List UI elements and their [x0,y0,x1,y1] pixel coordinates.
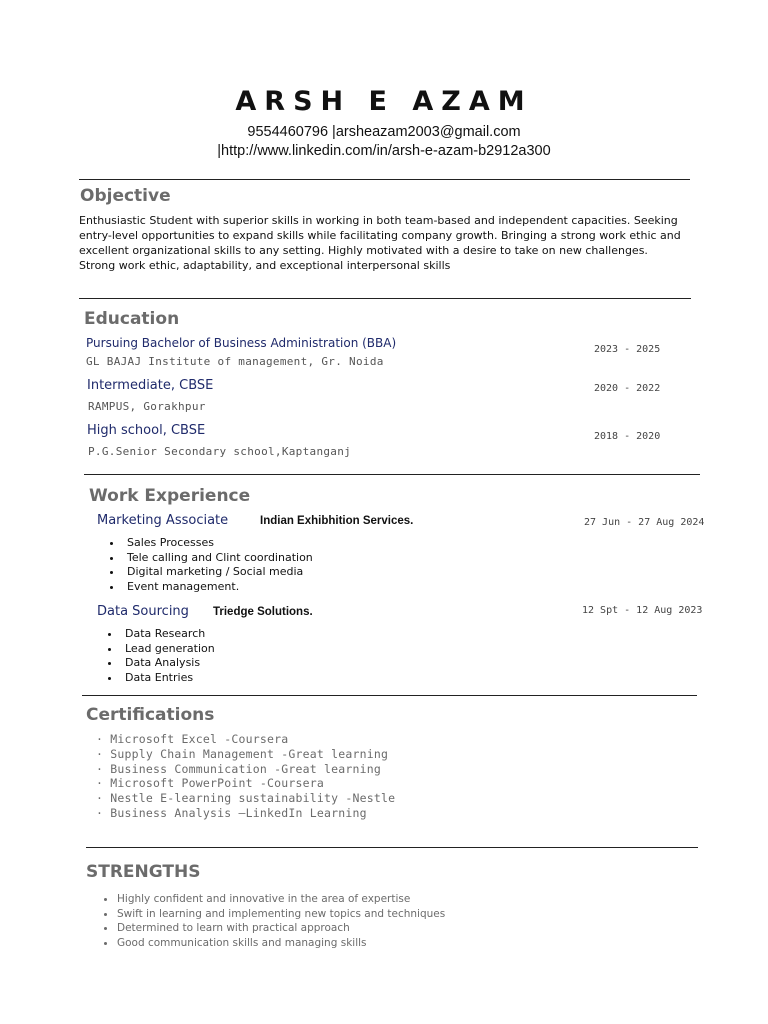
section-divider [79,298,691,299]
job-task-list [106,627,215,685]
education-degree: Intermediate, CBSE [87,378,214,393]
strength-item: Determined to learn with practical approach [103,921,445,936]
certification-item: · Microsoft PowerPoint -Coursera [96,776,395,791]
job-task: Data Entries [106,671,215,686]
education-degree: Pursuing Bachelor of Business Administration (BBA) [86,336,397,350]
job-task: Digital marketing / Social media [108,565,313,580]
certification-item: · Nestle E-learning sustainability -Nestle [96,791,395,806]
education-school: P.G.Senior Secondary school,Kaptanganj [88,445,352,458]
objective-heading: Objective [80,186,171,206]
contact-phone-email: 9554460796 |arsheazam2003@gmail.com [247,124,521,140]
job-task: Event management. [108,580,313,595]
education-heading: Education [84,309,180,329]
work-heading: Work Experience [89,486,251,506]
objective-line: Enthusiastic Student with superior skills in working in both team-based and independent capacities. Seeking [79,214,678,227]
education-degree: High school, CBSE [87,423,206,438]
strengths-heading: STRENGTHS [86,862,201,882]
certification-item: · Microsoft Excel -Coursera [96,732,395,747]
job-task: Tele calling and Clint coordination [108,551,313,566]
certification-item: · Business Communication -Great learning [96,762,395,777]
education-school: RAMPUS, Gorakhpur [88,400,206,413]
objective-text [79,213,699,273]
job-task: Data Research [106,627,215,642]
section-divider [82,695,697,696]
strength-item: Good communication skills and managing skills [103,936,445,951]
education-dates: 2020 - 2022 [594,383,661,394]
education-dates: 2023 - 2025 [594,344,661,355]
strength-item: Swift in learning and implementing new topics and techniques [103,907,445,922]
job-task: Data Analysis [106,656,215,671]
job-title: Data Sourcing [97,604,189,619]
certification-item: · Supply Chain Management -Great learning [96,747,395,762]
certifications-heading: Certifications [86,705,215,725]
section-divider [86,847,698,848]
education-dates: 2018 - 2020 [594,431,661,442]
company-name: Triedge Solutions. [213,606,313,618]
objective-line: Strong work ethic, adaptability, and exceptional interpersonal skills [79,259,451,272]
contact-linkedin: |http://www.linkedin.com/in/arsh-e-azam-b2912a300 [217,143,551,159]
candidate-name: ARSH E AZAM [235,86,533,117]
company-name: Indian Exhibhition Services. [260,515,414,527]
job-dates: 27 Jun - 27 Aug 2024 [584,517,705,528]
section-divider [84,474,700,475]
job-task: Lead generation [106,642,215,657]
job-task: Sales Processes [108,536,313,551]
job-title: Marketing Associate [97,513,229,528]
strength-item: Highly confident and innovative in the area of expertise [103,892,445,907]
job-task-list [108,536,313,594]
job-dates: 12 Spt - 12 Aug 2023 [582,605,703,616]
certification-list [96,732,395,821]
objective-line: excellent organizational skills to any setting. Highly motivated with a desire to take on new challenges. [79,244,648,257]
certification-item: · Business Analysis –LinkedIn Learning [96,806,395,821]
objective-line: entry-level opportunities to expand skills while facilitating company growth. Bringing a strong work ethic and [79,229,681,242]
strengths-list [103,892,445,950]
header-divider [79,179,690,180]
education-school: GL BAJAJ Institute of management, Gr. Noida [86,355,384,368]
